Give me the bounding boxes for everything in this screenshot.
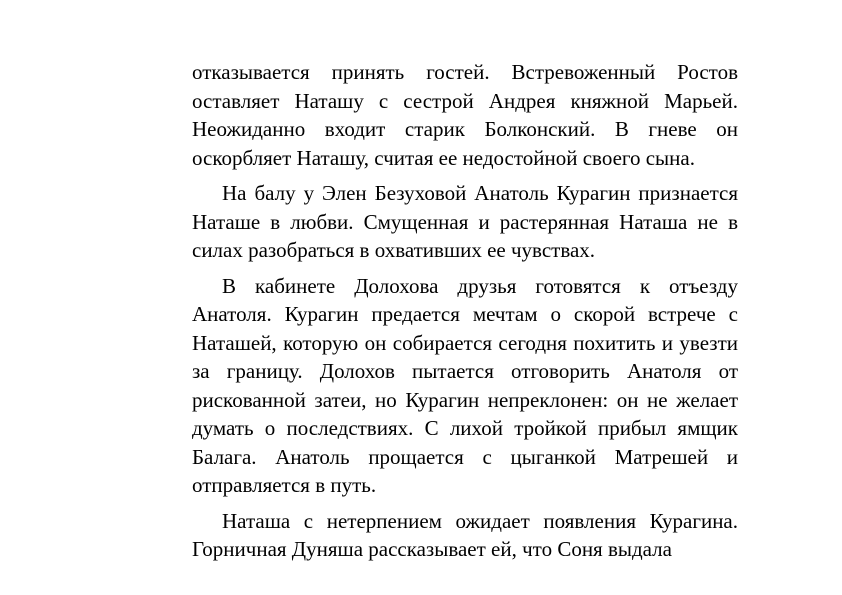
paragraph-4: Наташа с нетерпением ожидает появления Курагина. Горничная Дуняша рассказывает ей, что Соня выдала [192, 508, 738, 561]
paragraph-1: отказывается принять гостей. Встревоженный Ростов оставляет Наташу с сестрой Андрея княжной Марьей. Неожиданно входит старик Болконский. В гневе он оскорбляет Наташу, считая ее недостойной своего сына. [192, 60, 738, 170]
paragraph-2: На балу у Элен Безуховой Анатоль Курагин признается Наташе в любви. Смущенная и растерянная Наташа не в силах разобраться в охвативших ее чувствах. [192, 181, 738, 262]
paragraph-3: В кабинете Долохова друзья готовятся к отъезду Анатоля. Курагин предается мечтам о скорой встрече с Наташей, которую он собирается сегодня похитить и увезти за границу. Долохов пытается отговорить Анатоля от рискованной затеи, но Курагин непреклонен: он не желает думать о последствиях. С лихой тройкой прибыл ямщик Балага. Анатоль прощается с цыганкой Матрешей и отправляется в путь. [192, 273, 738, 497]
document-page [192, 58, 738, 571]
